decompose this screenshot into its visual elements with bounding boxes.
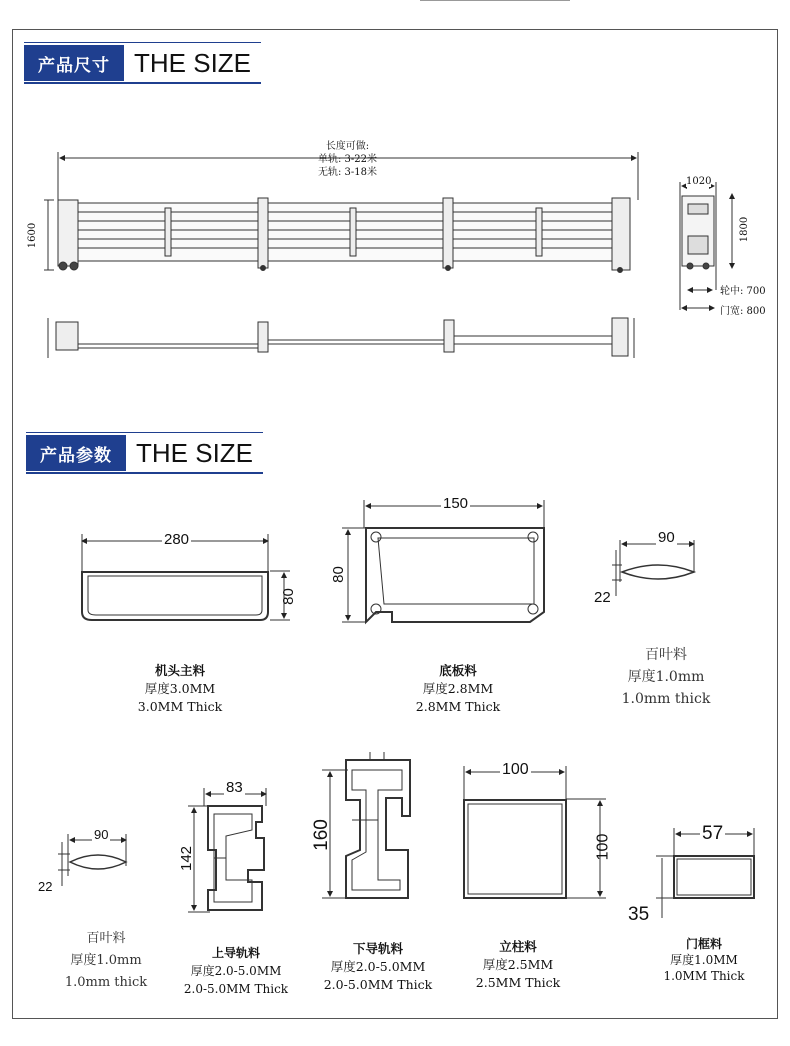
dim-louver2-w: 90 — [94, 827, 109, 842]
profile-column — [464, 766, 606, 898]
dim-frame-w: 57 — [702, 823, 724, 844]
caption-base-name: 底板料 — [439, 663, 477, 678]
caption-upper-rail-name: 上导轨料 — [211, 946, 260, 960]
caption-lower-rail-en: 2.0-5.0MM Thick — [323, 977, 433, 992]
dim-upper-rail-h: 142 — [178, 845, 196, 872]
caption-column — [458, 938, 578, 992]
length-label: 长度可做: — [325, 141, 370, 152]
caption-column-name: 立柱料 — [499, 939, 537, 954]
profile-lower-rail — [322, 752, 410, 898]
caption-door-frame-en: 1.0MM Thick — [663, 969, 745, 983]
dim-base-w: 150 — [443, 495, 469, 512]
profile-louver-1 — [612, 540, 694, 596]
caption-main-head-en: 3.0MM Thick — [137, 699, 223, 714]
caption-base-cn: 厚度2.8MM — [422, 681, 494, 696]
wheel-center-label: 轮中: 700 — [720, 286, 766, 297]
params-banner-cn: 产品参数 — [26, 435, 126, 471]
caption-upper-rail-cn: 厚度2.0-5.0MM — [190, 964, 282, 978]
dim-lower-rail-h: 160 — [310, 819, 332, 851]
dim-column-h: 100 — [594, 833, 612, 861]
side-height-label: 1800 — [739, 216, 751, 243]
dim-louver2-h: 22 — [38, 879, 53, 894]
caption-lower-rail-cn: 厚度2.0-5.0MM — [330, 959, 426, 974]
gate-height-label: 1600 — [27, 222, 39, 249]
dim-main-head-w: 280 — [164, 531, 190, 548]
caption-louver-1-name: 百叶料 — [645, 647, 687, 663]
caption-louver-2-name: 百叶料 — [86, 931, 126, 946]
caption-upper-rail-en: 2.0-5.0MM Thick — [183, 982, 289, 996]
caption-upper-rail — [176, 944, 296, 998]
dim-base-h: 80 — [329, 566, 347, 583]
caption-base — [398, 662, 518, 716]
caption-louver-1-cn: 厚度1.0mm — [627, 669, 705, 685]
params-banner-en: THE SIZE — [136, 437, 254, 468]
caption-louver-2-cn: 厚度1.0mm — [70, 953, 142, 968]
length-label-group — [318, 140, 377, 179]
caption-louver-1 — [606, 644, 726, 710]
single-rail-label: 单轨: 3-22米 — [318, 154, 378, 165]
caption-door-frame-cn: 厚度1.0MM — [670, 953, 738, 967]
caption-louver-1-en: 1.0mm thick — [621, 691, 711, 707]
side-width-label: 1020 — [686, 176, 712, 187]
caption-base-en: 2.8MM Thick — [415, 699, 501, 714]
dim-louver1-h: 22 — [594, 589, 611, 606]
caption-main-head-name: 机头主料 — [154, 663, 205, 678]
caption-door-frame — [644, 936, 764, 984]
caption-main-head — [120, 662, 240, 716]
dim-frame-h: 35 — [628, 904, 650, 925]
dim-main-head-h: 80 — [279, 588, 297, 605]
caption-louver-2-en: 1.0mm thick — [64, 975, 148, 990]
caption-column-cn: 厚度2.5MM — [482, 957, 554, 972]
caption-main-head-cn: 厚度3.0MM — [144, 681, 216, 696]
profile-base-plate — [342, 500, 544, 622]
door-width-label: 门宽: 800 — [720, 306, 766, 317]
dim-louver1-w: 90 — [658, 529, 675, 546]
caption-lower-rail — [316, 940, 440, 994]
dim-column-w: 100 — [502, 761, 529, 778]
size-banner-en: THE SIZE — [134, 47, 252, 78]
caption-lower-rail-name: 下导轨料 — [352, 941, 403, 956]
caption-door-frame-name: 门框料 — [685, 937, 722, 951]
caption-column-en: 2.5MM Thick — [475, 975, 561, 990]
profile-upper-rail — [188, 788, 266, 912]
no-rail-label: 无轨: 3-18米 — [318, 167, 378, 178]
dim-upper-rail-w: 83 — [226, 779, 243, 796]
gate-top-view — [48, 318, 634, 358]
caption-louver-2 — [46, 928, 166, 994]
size-banner-cn: 产品尺寸 — [24, 45, 124, 81]
